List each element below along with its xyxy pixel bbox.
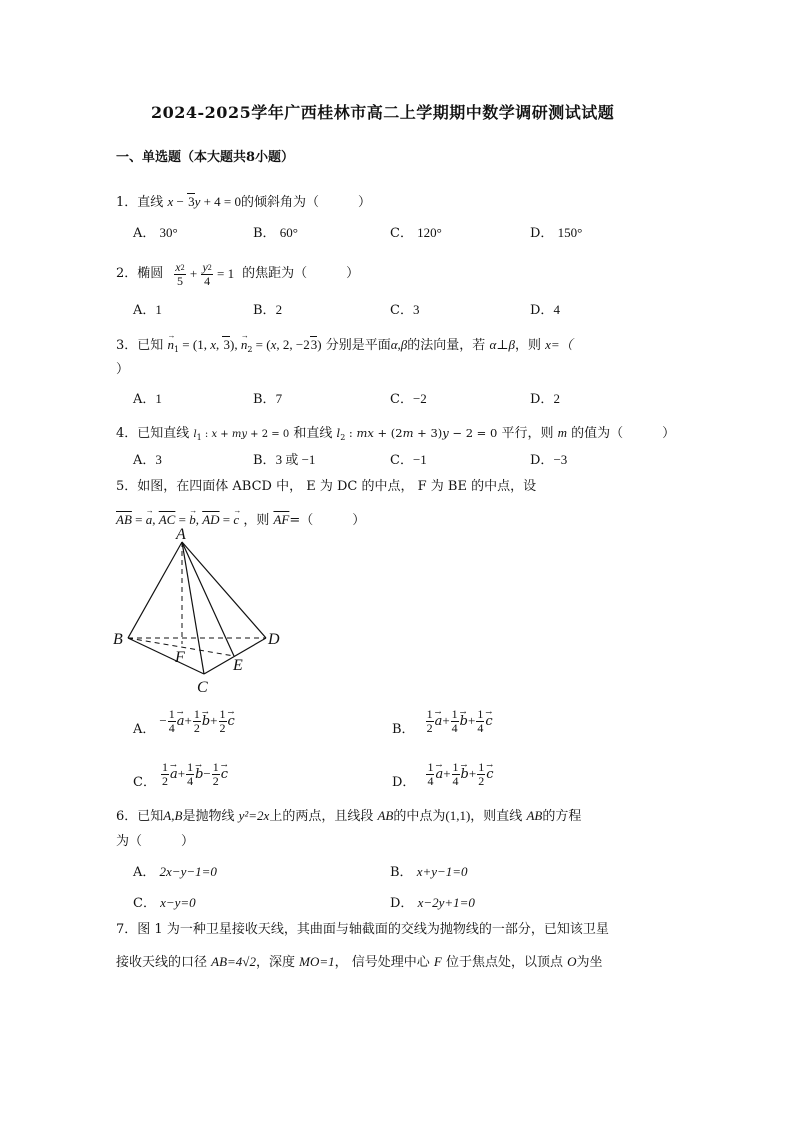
section-heading: 一、单选题（本大题共8小题） <box>116 150 295 165</box>
option-c[interactable]: C． $\frac{1}{2}$ → a+ $\frac{1}{4}$ → b− $\frac{1}{2}$ → c <box>133 757 228 791</box>
label-d: D <box>268 631 280 648</box>
label-e: E <box>233 657 243 674</box>
question-7 <box>116 922 609 938</box>
option-a[interactable]: A． 2x−y−1=0 <box>133 864 217 880</box>
vector-af: $\overline{AF}$ <box>273 512 290 527</box>
option-a[interactable]: A． − $\frac{1}{4}$ → a+ $\frac{1}{2}$ → b+ $\frac{1}{2}$ → c <box>133 704 235 738</box>
question-text: 图 1 为一种卫星接收天线，其曲面与轴截面的交线为抛物线的一部分，已知该卫星 <box>137 922 609 937</box>
line-equation: x <box>167 194 174 209</box>
line-l2: $l_2$ : mx + (2m + 3)y − 2 = 0 <box>336 426 498 442</box>
question-text-cont: 为（ ） <box>116 834 195 849</box>
question-number: 1． <box>116 195 138 210</box>
vector-defs: $\overline{AB}$ = → a, $\overline{AC}$ = → b, $\overline{AD}$ = → c <box>116 513 239 528</box>
option-c[interactable]: C．−1 <box>390 452 427 468</box>
option-b[interactable]: B．3 或 −1 <box>253 452 316 468</box>
option-a[interactable]: A． 30° <box>133 225 178 241</box>
option-b[interactable]: B．7 <box>253 391 283 407</box>
option-b[interactable]: B．2 <box>253 302 283 318</box>
option-d[interactable]: D．4 <box>530 302 560 318</box>
question-text: 直线 <box>137 195 164 210</box>
page-title: 2024-2025学年广西桂林市高二上学期期中数学调研测试试题 <box>151 103 615 122</box>
option-a[interactable]: A．1 <box>133 302 162 318</box>
segment-ae <box>182 542 234 656</box>
question-5-line2: $\overline{AB}$ = → a, $\overline{AC}$ = → b, $\overline{AD}$ = → c ，则 $\overline{AF}=$（ ） <box>116 512 365 529</box>
label-f: F <box>175 649 185 666</box>
edge-bc <box>128 638 204 674</box>
question-5 <box>116 479 536 495</box>
normal-vectors: → $n_1 = (1$, x, 3), → $n_2 = (x$, 2, −23) <box>167 338 321 353</box>
ellipse-equation: $\frac{x^2}{5}$ + $\frac{y^2}{4}$ = 1 <box>175 259 235 288</box>
option-c[interactable]: C． x−y=0 <box>133 895 196 911</box>
option-a[interactable]: A．3 <box>133 452 162 468</box>
question-2 <box>116 254 359 294</box>
option-d[interactable]: D．−3 <box>530 452 568 468</box>
option-d[interactable]: D． $\frac{1}{4}$ → a+ $\frac{1}{4}$ → b+ $\frac{1}{2}$ → c <box>392 757 494 791</box>
question-number: 2． <box>116 266 138 281</box>
tetrahedron-figure <box>108 522 298 698</box>
question-text: 已知 <box>137 338 164 353</box>
question-number: 7． <box>116 922 138 937</box>
question-number: 4． <box>116 426 138 441</box>
question-text: 的焦距为（ ） <box>242 266 360 281</box>
edge-ac <box>182 542 204 674</box>
option-d[interactable]: D． x−2y+1=0 <box>390 895 475 911</box>
question-4: 4．已知直线 $l_1$ : x + my + 2 = 0 和直线 $l_2$ : mx + (2m + 3)y − 2 = 0 平行，则 m 的值为（ ） <box>116 425 676 442</box>
option-b[interactable]: B． $\frac{1}{2}$ → a+ $\frac{1}{4}$ → b+ $\frac{1}{4}$ → c <box>392 704 493 738</box>
line-l1: $l_1$ : x + my + 2 = 0 <box>193 429 290 442</box>
edge-ad <box>182 542 266 638</box>
option-b[interactable]: B． 60° <box>253 225 298 241</box>
question-7-line2: 接收天线的口径 AB=4√2，深度 MO=1， 信号处理中心 F 位于焦点处，以顶点 O为坐 <box>116 954 603 970</box>
option-c[interactable]: C．−2 <box>390 391 427 407</box>
question-text: 的倾斜角为（ ） <box>241 195 372 210</box>
question-1: 1．直线 x − 3y + 4 = 0的倾斜角为（ ） <box>116 194 372 210</box>
question-number: 5． <box>116 479 138 494</box>
question-number: 3． <box>116 338 138 353</box>
question-text-cont: ） <box>116 362 130 377</box>
edge-ab <box>128 542 182 638</box>
question-3: 3．已知 → $n_1 = (1$, x, 3), → $n_2 = (x$, 2, −23) 分别是平面α,β的法向量，若 α⊥β，则 x=（ <box>116 337 573 358</box>
question-number: 6． <box>116 809 138 824</box>
option-b[interactable]: B． x+y−1=0 <box>390 864 468 880</box>
question-6: 6．已知A,B是抛物线 y²=2x上的两点，且线段 AB的中点为(1,1)，则直线 AB的方程 <box>116 808 582 824</box>
question-text: 椭圆 <box>137 266 164 281</box>
option-c[interactable]: C．3 <box>390 302 420 318</box>
option-a[interactable]: A．1 <box>133 391 162 407</box>
label-a: A <box>176 526 186 543</box>
question-text: 如图，在四面体 ABCD 中， E 为 DC 的中点， F 为 BE 的中点，设 <box>137 479 537 494</box>
option-d[interactable]: D． 150° <box>530 225 583 241</box>
label-b: B <box>113 631 123 648</box>
option-d[interactable]: D．2 <box>530 391 560 407</box>
option-c[interactable]: C． 120° <box>390 225 442 241</box>
label-c: C <box>197 679 208 696</box>
